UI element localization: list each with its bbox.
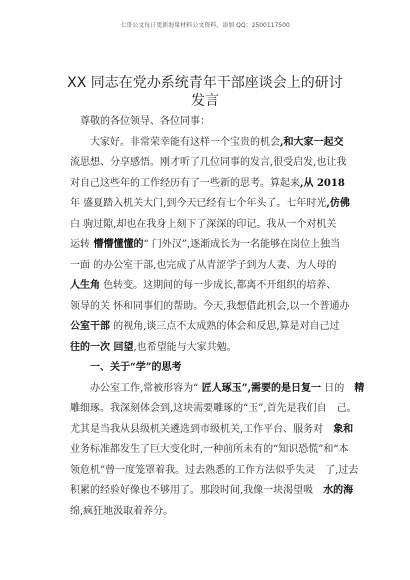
- emphasis-text: 公室干部: [70, 321, 110, 332]
- p2-line: [70, 481, 370, 502]
- p2-line: [70, 379, 370, 400]
- text: 运转: [70, 239, 90, 250]
- p1-line: [70, 276, 370, 297]
- title-line-2: 发言: [191, 93, 219, 109]
- emphasis-text: 象和: [333, 423, 354, 435]
- p1-line: 一面 的办公室干部,也完成了从青涩学子到为人妻、为人母的: [70, 259, 337, 271]
- p1-line: 白 驹过隙,却也在我身上刻下了深深的印记。我从一个对机关: [70, 218, 337, 230]
- salutation: 尊敬的各位领导、各位同事：: [80, 116, 210, 127]
- header-note: 七哥公文每日更新海量材料公文资料，添加 QQ：2500117500: [120, 22, 290, 29]
- text: 的视角,谈三点不太成熟的体会和反思,算是对自己过: [110, 321, 340, 332]
- p1-line: 领导的关 怀和同事们的帮助。今天,我想借此机会,以一个普通办: [70, 300, 350, 312]
- text: 积累的经验好像也不够用了。那段时间,我像一块渴望吸: [70, 485, 324, 496]
- p1-line: [70, 235, 370, 256]
- p1-line: [70, 317, 370, 338]
- p1-line: [70, 194, 370, 215]
- title-line-1: XX 同志在党办系统青年干部座谈会上的研讨: [67, 75, 343, 91]
- p2-line: 绵,疯狂地汲取着养分。: [70, 505, 174, 517]
- p2-line: 雕细琢。我深刻体会到,这块需要雕琢的“玉”,首先是我们自 己。: [70, 403, 357, 414]
- emphasis-text: 匠人琢玉”,需要的是日复一: [198, 382, 322, 394]
- p2-line: 领危机”曾一度笼罩着我。过去熟悉的工作方法似乎失灵 了,过去: [70, 464, 359, 476]
- emphasis-text: 往的一次 回望: [70, 341, 134, 353]
- text: ,也希望能与大家共勉。: [133, 341, 237, 353]
- section-heading: [70, 358, 370, 379]
- text: 色转变。这期间的每一步成长,都离不开组织的培养、: [100, 280, 337, 291]
- p2-line: [70, 420, 370, 441]
- text: 大家好。非常荣幸能有这样一个宝贵的机会: [90, 136, 280, 148]
- emphasis-text: 水的海: [323, 485, 354, 496]
- text: 尤其是当我从县级机关遴选到市级机关,工作平台、服务对: [70, 423, 334, 435]
- document-title: [46, 74, 364, 110]
- heading-text: 一、关于“学”的思考: [90, 362, 182, 373]
- text: 日的: [321, 382, 355, 394]
- p1-line: [70, 338, 370, 359]
- p1-line: 流思想、分享感悟。刚才听了几位同事的发言,很受启发,也让我: [70, 157, 347, 168]
- emphasis-text: ,和大家一起交: [280, 136, 344, 148]
- paragraph-2: [70, 379, 370, 523]
- p1-line: [70, 174, 370, 195]
- emphasis-text: 人生角: [70, 280, 100, 291]
- paragraph-1: [70, 133, 370, 359]
- emphasis-text: ,仿佛: [326, 198, 350, 209]
- text: “ 门外汉”,逐渐成长为一名能够在岗位上独当: [143, 239, 341, 250]
- p1-line: [70, 133, 370, 154]
- emphasis-text: 精: [354, 382, 365, 394]
- emphasis-text: ,从 2018: [300, 177, 345, 189]
- text: 对自己这些年的工作经历有了一些新的思考。算起来: [70, 177, 300, 189]
- text: 年 盛夏踏入机关大门,到今天已经有七个年头了。七年时光: [70, 198, 327, 209]
- document-body: [70, 112, 370, 522]
- p2-line: 业务标准都发生了巨大变化时,一种前所未有的“知识恐慌”和“本: [70, 444, 349, 455]
- emphasis-text: 懵懵懂懂的: [90, 239, 144, 250]
- text: 办公室工作,常被形容为“: [90, 382, 199, 394]
